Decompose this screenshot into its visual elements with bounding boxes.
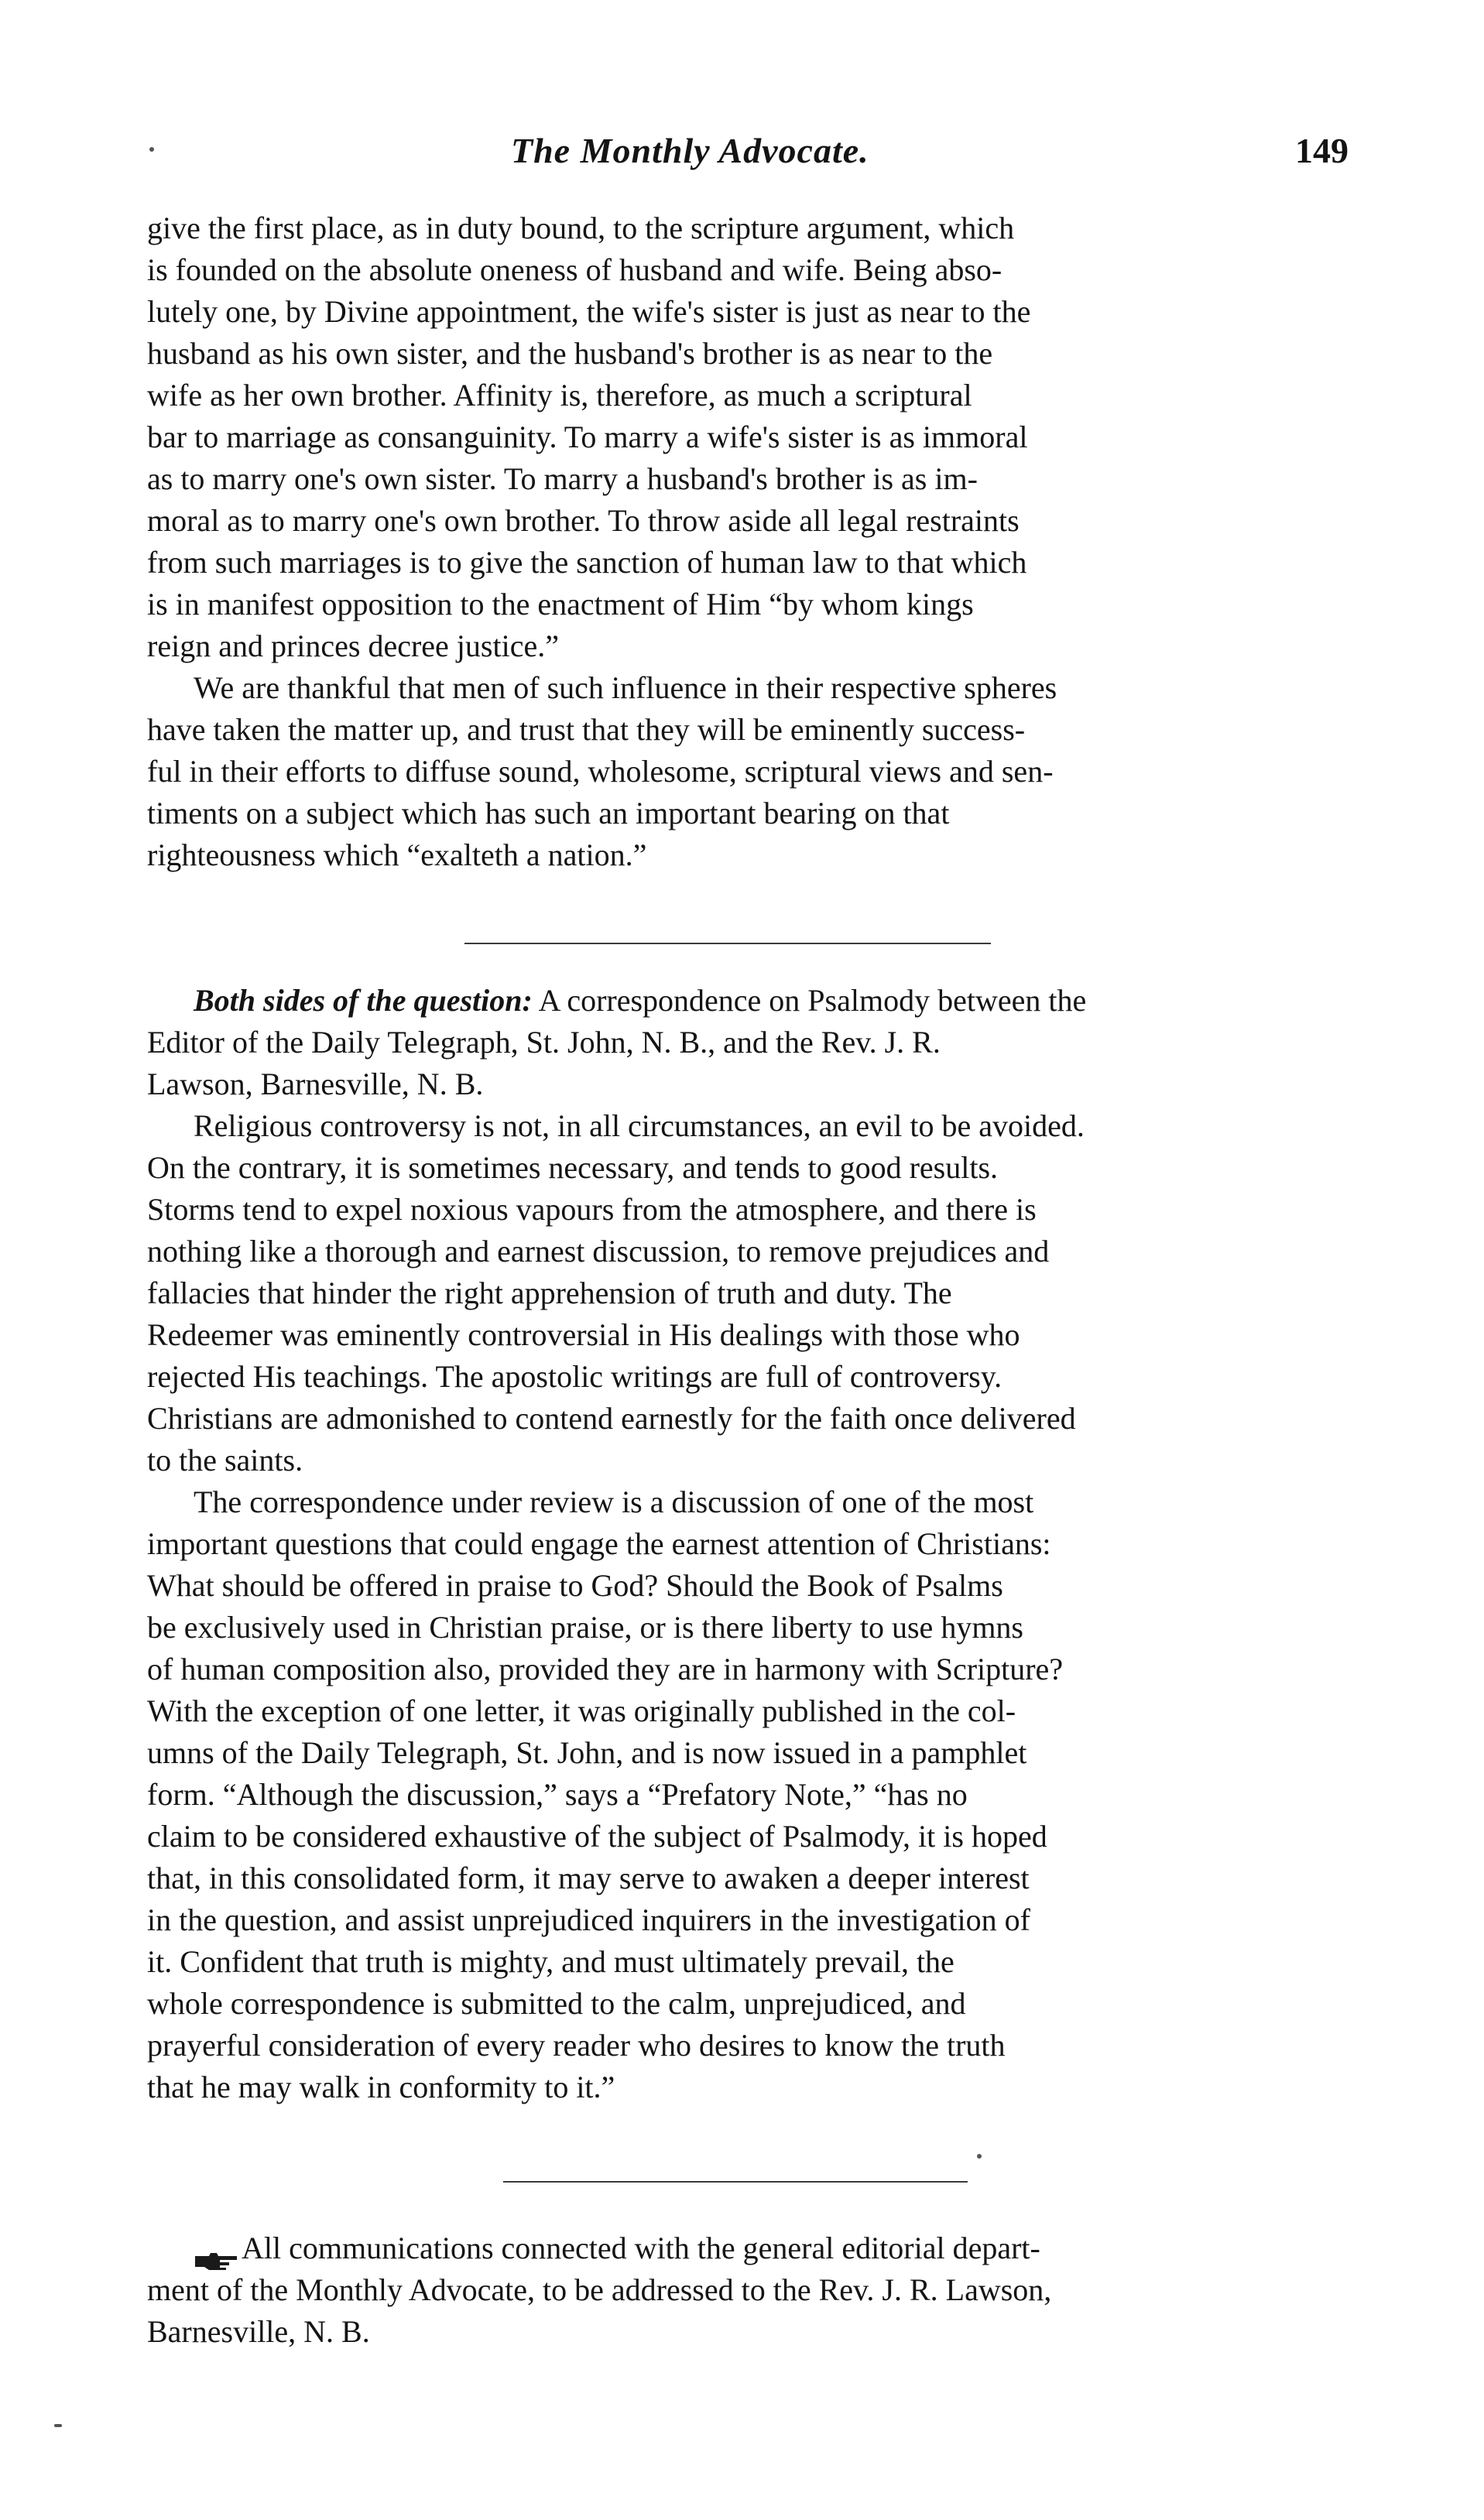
text-line: lutely one, by Divine appointment, the wife's sister is just as near to the xyxy=(147,294,1031,329)
text-line: prayerful consideration of every reader who desires to know the truth xyxy=(147,2028,1006,2063)
text-line: moral as to marry one's own brother. To throw aside all legal restraints xyxy=(147,503,1020,538)
print-speck xyxy=(54,2424,62,2427)
text-line: is founded on the absolute oneness of husband and wife. Being abso- xyxy=(147,252,1002,287)
notice-line: Barnesville, N. B. xyxy=(147,2314,370,2349)
print-speck xyxy=(977,2154,982,2159)
text-line: be exclusively used in Christian praise, or is there liberty to use hymns xyxy=(147,1610,1023,1645)
text-line: have taken the matter up, and trust that they will be eminently success- xyxy=(147,712,1026,747)
text-line: is in manifest opposition to the enactment of Him “by whom kings xyxy=(147,587,974,621)
text-line: husband as his own sister, and the husband's brother is as near to the xyxy=(147,336,993,371)
text-line: Religious controversy is not, in all circumstances, an evil to be avoided. xyxy=(194,1108,1085,1143)
text-line: form. “Although the discussion,” says a “Prefatory Note,” “has no xyxy=(147,1777,968,1812)
text-line: whole correspondence is submitted to the calm, unprejudiced, and xyxy=(147,1986,966,2021)
text-line: that he may walk in conformity to it.” xyxy=(147,2070,615,2104)
text-line: On the contrary, it is sometimes necessary, and tends to good results. xyxy=(147,1150,999,1185)
text-line: reign and princes decree justice.” xyxy=(147,628,559,663)
notice-line: All communications connected with the general editorial depart- xyxy=(147,2227,1351,2269)
section-review xyxy=(147,980,1351,2108)
text-line: righteousness which “exalteth a nation.” xyxy=(147,837,647,872)
text-line: umns of the Daily Telegraph, St. John, and is now issued in a pamphlet xyxy=(147,1735,1027,1770)
editorial-notice xyxy=(147,2227,1351,2353)
text-line: of human composition also, provided they are in harmony with Scripture? xyxy=(147,1652,1064,1686)
text-line: rejected His teachings. The apostolic writings are full of controversy. xyxy=(147,1359,1002,1394)
text-line: give the first place, as in duty bound, to the scripture argument, which xyxy=(147,211,1015,245)
text-line: Redeemer was eminently controversial in His dealings with those who xyxy=(147,1317,1020,1352)
text-line: timents on a subject which has such an important bearing on that xyxy=(147,796,950,830)
text-line: wife as her own brother. Affinity is, therefore, as much a scriptural xyxy=(147,378,972,413)
notice-line: ment of the Monthly Advocate, to be addressed to the Rev. J. R. Lawson, xyxy=(147,2272,1052,2307)
text-line: Christians are admonished to contend earnestly for the faith once delivered xyxy=(147,1401,1076,1436)
text-line: Editor of the Daily Telegraph, St. John, N. B., and the Rev. J. R. xyxy=(147,1025,941,1060)
text-line: in the question, and assist unprejudiced inquirers in the investigation of xyxy=(147,1902,1030,1937)
text-line: important questions that could engage the earnest attention of Christians: xyxy=(147,1526,1051,1561)
review-heading-rest: A correspondence on Psalmody between the xyxy=(532,983,1087,1018)
review-title: Both sides of the question: xyxy=(194,983,533,1018)
text-line: ful in their efforts to diffuse sound, wholesome, scriptural views and sen- xyxy=(147,754,1054,789)
section-divider xyxy=(503,2181,968,2183)
page-number: 149 xyxy=(1295,131,1349,170)
section-divider xyxy=(464,943,991,944)
text-line: We are thankful that men of such influence in their respective spheres xyxy=(194,670,1057,705)
text-line: Lawson, Barnesville, N. B. xyxy=(147,1067,484,1101)
pointing-hand-icon xyxy=(194,2241,238,2262)
text-line: What should be offered in praise to God? Should the Book of Psalms xyxy=(147,1568,1003,1603)
text-line: Storms tend to expel noxious vapours from the atmosphere, and there is xyxy=(147,1192,1037,1227)
review-heading xyxy=(147,980,1351,1022)
text-line: that, in this consolidated form, it may serve to awaken a deeper interest xyxy=(147,1861,1030,1895)
text-line: it. Confident that truth is mighty, and must ultimately prevail, the xyxy=(147,1944,954,1979)
text-line: to the saints. xyxy=(147,1443,303,1477)
text-line: fallacies that hinder the right apprehension of truth and duty. The xyxy=(147,1275,952,1310)
text-line: bar to marriage as consanguinity. To marry a wife's sister is as immoral xyxy=(147,419,1028,454)
section-scripture-argument xyxy=(147,207,1351,876)
page-header xyxy=(147,130,1349,184)
text-line: from such marriages is to give the sanction of human law to that which xyxy=(147,545,1027,580)
running-title: The Monthly Advocate. xyxy=(511,131,869,170)
text-line: The correspondence under review is a discussion of one of the most xyxy=(194,1484,1034,1519)
text-line: With the exception of one letter, it was originally published in the col- xyxy=(147,1693,1016,1728)
text-line: nothing like a thorough and earnest discussion, to remove prejudices and xyxy=(147,1234,1050,1269)
text-line: claim to be considered exhaustive of the subject of Psalmody, it is hoped xyxy=(147,1819,1047,1854)
text-line: as to marry one's own sister. To marry a husband's brother is as im- xyxy=(147,461,978,496)
